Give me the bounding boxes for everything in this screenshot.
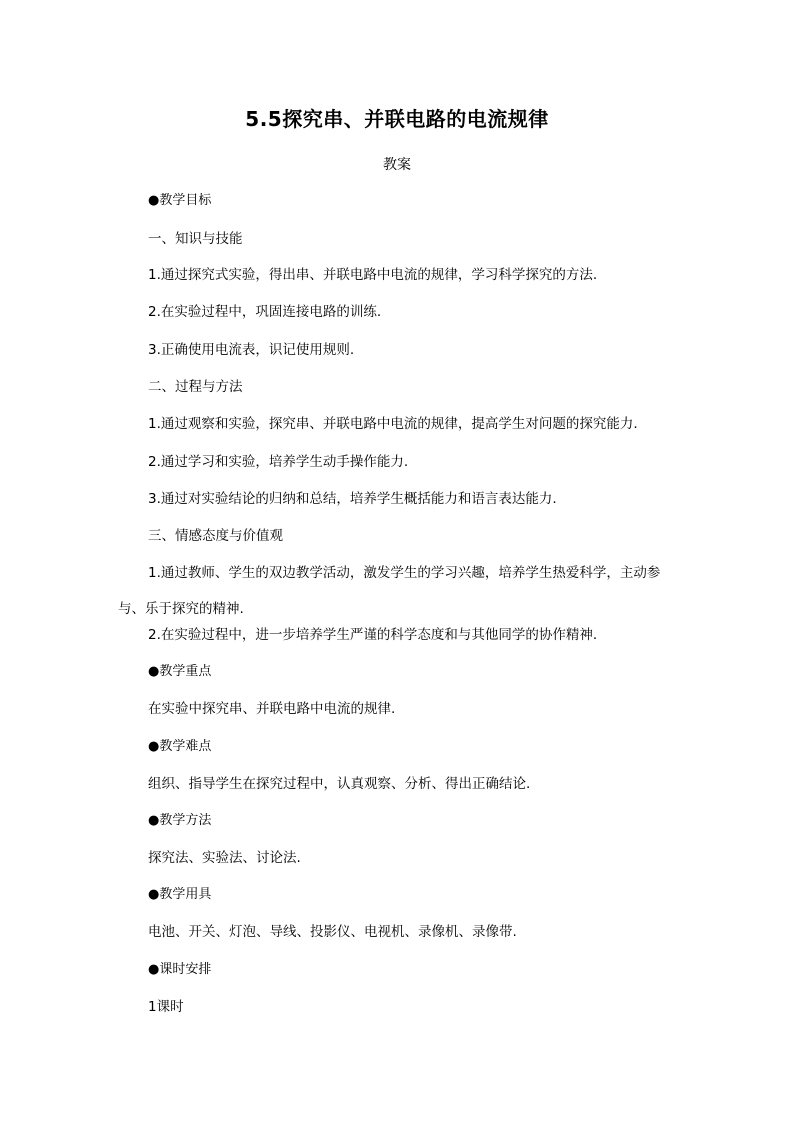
method-heading: ●教学方法: [148, 813, 212, 828]
document-subtitle: 教案: [383, 157, 411, 173]
tools-heading: ●教学用具: [148, 887, 212, 902]
knowledge-item-1: 1.通过探究式实验，得出串、并联电路中电流的规律，学习科学探究的方法.: [148, 267, 598, 283]
emotion-heading: 三、情感态度与价值观: [148, 528, 283, 544]
process-item-3: 3.通过对实验结论的归纳和总结，培养学生概括能力和语言表达能力.: [148, 491, 557, 507]
objectives-heading: ●教学目标: [148, 193, 212, 208]
knowledge-item-3: 3.正确使用电流表，识记使用规则.: [148, 342, 355, 358]
difficulty-heading: ●教学难点: [148, 739, 212, 754]
key-heading: ●教学重点: [148, 664, 212, 679]
process-item-2: 2.通过学习和实验，培养学生动手操作能力.: [148, 454, 409, 470]
knowledge-item-2: 2.在实验过程中，巩固连接电路的训练.: [148, 304, 382, 320]
method-text: 探究法、实验法、讨论法.: [148, 850, 301, 866]
process-item-1: 1.通过观察和实验，探究串、并联电路中电流的规律，提高学生对问题的探究能力.: [148, 416, 638, 432]
tools-text: 电池、开关、灯泡、导线、投影仪、电视机、录像机、录像带.: [148, 924, 517, 940]
document-title: 5.5探究串、并联电路的电流规律: [245, 107, 549, 131]
emotion-item-1: 1.通过教师、学生的双边教学活动，激发学生的学习兴趣，培养学生热爱科学，主动参与、乐于探究的精神.: [118, 565, 661, 617]
schedule-text: 1课时: [148, 999, 184, 1015]
difficulty-text: 组织、指导学生在探究过程中，认真观察、分析、得出正确结论.: [148, 776, 531, 792]
key-text: 在实验中探究串、并联电路中电流的规律.: [148, 701, 396, 717]
schedule-heading: ●课时安排: [148, 962, 212, 977]
process-heading: 二、过程与方法: [148, 379, 243, 395]
emotion-item-2: 2.在实验过程中，进一步培养学生严谨的科学态度和与其他同学的协作精神.: [148, 627, 598, 643]
knowledge-heading: 一、知识与技能: [148, 231, 243, 247]
